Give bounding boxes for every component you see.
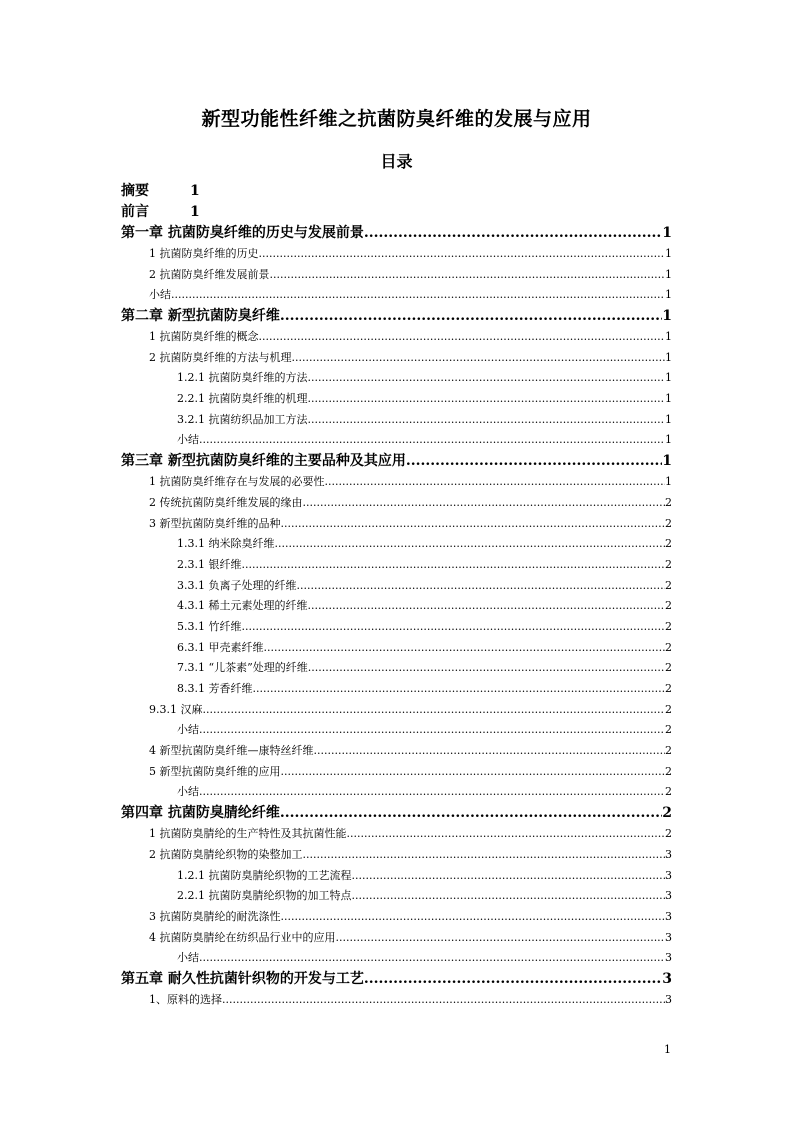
toc-entry-label: 小结 xyxy=(177,433,199,447)
toc-entry-page: 3 xyxy=(665,951,672,965)
toc-entry-page: 2 xyxy=(665,744,672,758)
toc-leader-dots xyxy=(406,451,662,472)
toc-leader-dots xyxy=(297,576,666,597)
toc-chapter-entry[interactable] xyxy=(121,451,672,472)
toc-leader-dots xyxy=(303,493,666,514)
toc-entry[interactable] xyxy=(121,700,672,721)
toc-entry-page: 2 xyxy=(662,805,672,822)
toc-leader-dots xyxy=(242,617,666,638)
toc-leader-dots xyxy=(242,555,666,576)
toc-entry-label: 4 抗菌防臭腈纶在纺织品行业中的应用 xyxy=(149,930,336,944)
toc-entry-label: 第二章 新型抗菌防臭纤维 xyxy=(121,308,280,325)
toc-entry[interactable] xyxy=(121,410,672,431)
toc-entry-page: 2 xyxy=(665,764,672,778)
toc-entry[interactable] xyxy=(121,285,672,306)
toc-entry[interactable] xyxy=(121,990,672,1011)
toc-entry-label: 1.2.1 抗菌防臭纤维的方法 xyxy=(177,371,308,385)
toc-entry-page: 2 xyxy=(665,682,672,696)
toc-entry[interactable] xyxy=(121,928,672,949)
toc-entry[interactable] xyxy=(121,472,672,493)
toc-entry[interactable] xyxy=(121,368,672,389)
toc-entry-label: 3.3.1 负离子处理的纤维 xyxy=(177,578,297,592)
toc-entry-label: 3.2.1 抗菌纺织品加工方法 xyxy=(177,412,308,426)
toc-entry-label: 6.3.1 甲壳素纤维 xyxy=(177,640,264,654)
toc-entry-label: 第四章 抗菌防臭腈纶纤维 xyxy=(121,805,280,822)
toc-entry[interactable] xyxy=(121,866,672,887)
toc-leader-dots xyxy=(308,410,666,431)
toc-chapter-entry[interactable] xyxy=(121,969,672,990)
toc-entry[interactable] xyxy=(121,741,672,762)
toc-chapter-entry[interactable] xyxy=(121,223,672,244)
toc-entry-label: 2 抗菌防臭纤维的方法与机理 xyxy=(149,350,292,364)
document-title: 新型功能性纤维之抗菌防臭纤维的发展与应用 xyxy=(201,108,592,130)
toc-chapter-entry[interactable] xyxy=(121,803,672,824)
toc-entry-label: 1.2.1 抗菌防臭腈纶织物的工艺流程 xyxy=(177,868,352,882)
toc-entry-page: 1 xyxy=(665,288,672,302)
toc-leader-dots xyxy=(171,285,665,306)
toc-leader-dots xyxy=(281,907,666,928)
toc-entry[interactable] xyxy=(121,534,672,555)
toc-entry[interactable] xyxy=(121,596,672,617)
toc-entry-label: 1 抗菌防臭腈纶的生产特性及其抗菌性能 xyxy=(149,827,347,841)
toc-leader-dots xyxy=(308,658,665,679)
page-number: 1 xyxy=(664,1043,671,1056)
toc-entry-page: 3 xyxy=(665,909,672,923)
toc-entry-label: 2.2.1 抗菌防臭纤维的机理 xyxy=(177,392,308,406)
toc-entry[interactable] xyxy=(121,181,672,202)
toc-entry-label: 2.3.1 银纤维 xyxy=(177,557,242,571)
toc-leader-dots xyxy=(275,534,666,555)
toc-entry[interactable] xyxy=(121,348,672,369)
toc-leader-dots xyxy=(203,700,666,721)
toc-leader-dots xyxy=(308,596,666,617)
toc-entry[interactable] xyxy=(121,720,672,741)
toc-leader-dots xyxy=(280,306,662,327)
toc-entry-page: 2 xyxy=(665,785,672,799)
toc-entry[interactable] xyxy=(121,327,672,348)
toc-leader-dots xyxy=(303,845,666,866)
toc-entry-label: 第一章 抗菌防臭纤维的历史与发展前景 xyxy=(121,225,364,241)
toc-entry-label: 1、原料的选择 xyxy=(149,992,222,1006)
toc-leader-dots xyxy=(281,514,666,535)
toc-leader-dots xyxy=(253,679,666,700)
toc-leader-dots xyxy=(222,990,665,1011)
toc-entry-page: 2 xyxy=(665,827,672,841)
toc-entry-page: 3 xyxy=(665,992,672,1006)
toc-entry-label: 3 抗菌防臭腈纶的耐洗涤性 xyxy=(149,909,281,923)
toc-entry-label: 7.3.1 “儿茶素”处理的纤维 xyxy=(177,661,308,675)
toc-entry-page: 2 xyxy=(665,516,672,530)
toc-leader-dots xyxy=(280,803,662,824)
toc-leader-dots xyxy=(308,368,666,389)
toc-leader-dots xyxy=(259,327,666,348)
toc-leader-dots xyxy=(199,720,665,741)
toc-entry-page: 2 xyxy=(665,619,672,633)
table-of-contents xyxy=(121,181,672,1011)
toc-leader-dots xyxy=(351,886,665,907)
toc-entry-label: 小结 xyxy=(177,951,199,965)
toc-leader-dots xyxy=(364,969,662,990)
toc-entry-page: 1 xyxy=(665,350,672,364)
toc-entry-page: 1 xyxy=(662,308,672,325)
toc-entry-page: 1 xyxy=(665,475,672,489)
toc-entry[interactable] xyxy=(121,638,672,659)
toc-entry-page: 3 xyxy=(665,889,672,903)
toc-entry-page: 3 xyxy=(665,930,672,944)
toc-entry-page: 1 xyxy=(665,330,672,344)
toc-entry-label: 5 新型抗菌防臭纤维的应用 xyxy=(149,764,281,778)
toc-entry-label: 2 传统抗菌防臭纤维发展的缘由 xyxy=(149,495,303,509)
toc-entry-label: 5.3.1 竹纤维 xyxy=(177,619,242,633)
toc-entry-label: 8.3.1 芳香纤维 xyxy=(177,682,253,696)
toc-entry-label: 小结 xyxy=(177,785,199,799)
toc-entry-page: 2 xyxy=(665,578,672,592)
toc-entry-page: 1 xyxy=(665,392,672,406)
toc-entry[interactable] xyxy=(121,948,672,969)
toc-entry[interactable] xyxy=(121,389,672,410)
toc-entry-label: 2.2.1 抗菌防臭腈纶织物的加工特点 xyxy=(177,889,352,903)
toc-entry[interactable] xyxy=(121,886,672,907)
toc-entry-page: 3 xyxy=(665,847,672,861)
toc-leader-dots xyxy=(364,223,662,244)
toc-entry[interactable] xyxy=(121,202,672,223)
toc-leader-dots xyxy=(351,866,665,887)
toc-entry-page: 2 xyxy=(665,557,672,571)
toc-entry-page: 2 xyxy=(665,702,672,716)
toc-leader-dots xyxy=(199,948,665,969)
toc-leader-dots xyxy=(259,244,666,265)
toc-entry[interactable] xyxy=(121,907,672,928)
toc-heading: 目录 xyxy=(380,152,413,171)
toc-entry[interactable] xyxy=(121,762,672,783)
toc-entry[interactable] xyxy=(121,783,672,804)
toc-entry-label: 1 抗菌防臭纤维的历史 xyxy=(149,246,259,260)
toc-leader-dots xyxy=(264,638,666,659)
toc-entry-page: 1 xyxy=(665,246,672,260)
toc-entry-label: 4 新型抗菌防臭纤维—康特丝纤维 xyxy=(149,744,314,758)
toc-entry-label: 9.3.1 汉麻 xyxy=(149,702,203,716)
toc-entry-label: 1 抗菌防臭纤维存在与发展的必要性 xyxy=(149,475,325,489)
toc-entry-page: 1 xyxy=(662,453,672,470)
toc-entry[interactable] xyxy=(121,431,672,452)
toc-entry-page: 2 xyxy=(665,661,672,675)
toc-entry-label: 4.3.1 稀土元素处理的纤维 xyxy=(177,599,308,613)
toc-entry-page: 2 xyxy=(665,537,672,551)
toc-entry-page: 2 xyxy=(665,495,672,509)
toc-entry[interactable] xyxy=(121,845,672,866)
toc-leader-dots xyxy=(199,431,665,452)
toc-entry-label: 小结 xyxy=(149,288,171,302)
toc-entry[interactable] xyxy=(121,576,672,597)
toc-entry-label: 2 抗菌防臭腈纶织物的染整加工 xyxy=(149,847,303,861)
toc-entry-page: 1 xyxy=(190,204,200,220)
toc-entry-label: 1.3.1 纳米除臭纤维 xyxy=(177,537,275,551)
toc-entry[interactable] xyxy=(121,555,672,576)
toc-entry-page: 2 xyxy=(665,640,672,654)
toc-entry-label: 小结 xyxy=(177,723,199,737)
toc-leader-dots xyxy=(281,762,666,783)
toc-entry-page: 1 xyxy=(665,433,672,447)
toc-entry-page: 2 xyxy=(665,599,672,613)
toc-entry-label: 第五章 耐久性抗菌针织物的开发与工艺 xyxy=(121,971,364,987)
toc-leader-dots xyxy=(347,824,666,845)
toc-entry-page: 3 xyxy=(662,971,672,987)
toc-entry-label: 第三章 新型抗菌防臭纤维的主要品种及其应用 xyxy=(121,453,406,470)
toc-entry[interactable] xyxy=(121,824,672,845)
toc-entry-page: 1 xyxy=(665,267,672,281)
toc-entry[interactable] xyxy=(121,679,672,700)
toc-entry-label: 2 抗菌防臭纤维发展前景 xyxy=(149,267,270,281)
toc-entry[interactable] xyxy=(121,658,672,679)
toc-entry-page: 1 xyxy=(665,371,672,385)
toc-entry-label: 3 新型抗菌防臭纤维的品种 xyxy=(149,516,281,530)
toc-entry[interactable] xyxy=(121,617,672,638)
toc-entry[interactable] xyxy=(121,244,672,265)
toc-entry-label: 摘要 xyxy=(121,183,149,199)
toc-entry[interactable] xyxy=(121,514,672,535)
toc-leader-dots xyxy=(325,472,666,493)
toc-entry[interactable] xyxy=(121,265,672,286)
toc-leader-dots xyxy=(270,265,666,286)
toc-entry-page: 1 xyxy=(662,225,672,241)
toc-entry-label: 1 抗菌防臭纤维的概念 xyxy=(149,330,259,344)
toc-leader-dots xyxy=(292,348,666,369)
toc-leader-dots xyxy=(336,928,666,949)
toc-entry-label: 前言 xyxy=(121,204,149,220)
toc-leader-dots xyxy=(308,389,666,410)
toc-entry[interactable] xyxy=(121,493,672,514)
toc-leader-dots xyxy=(314,741,666,762)
toc-entry-page: 3 xyxy=(665,868,672,882)
toc-chapter-entry[interactable] xyxy=(121,306,672,327)
toc-entry-page: 1 xyxy=(665,412,672,426)
toc-leader-dots xyxy=(199,783,665,804)
toc-entry-page: 2 xyxy=(665,723,672,737)
toc-entry-page: 1 xyxy=(190,183,200,199)
